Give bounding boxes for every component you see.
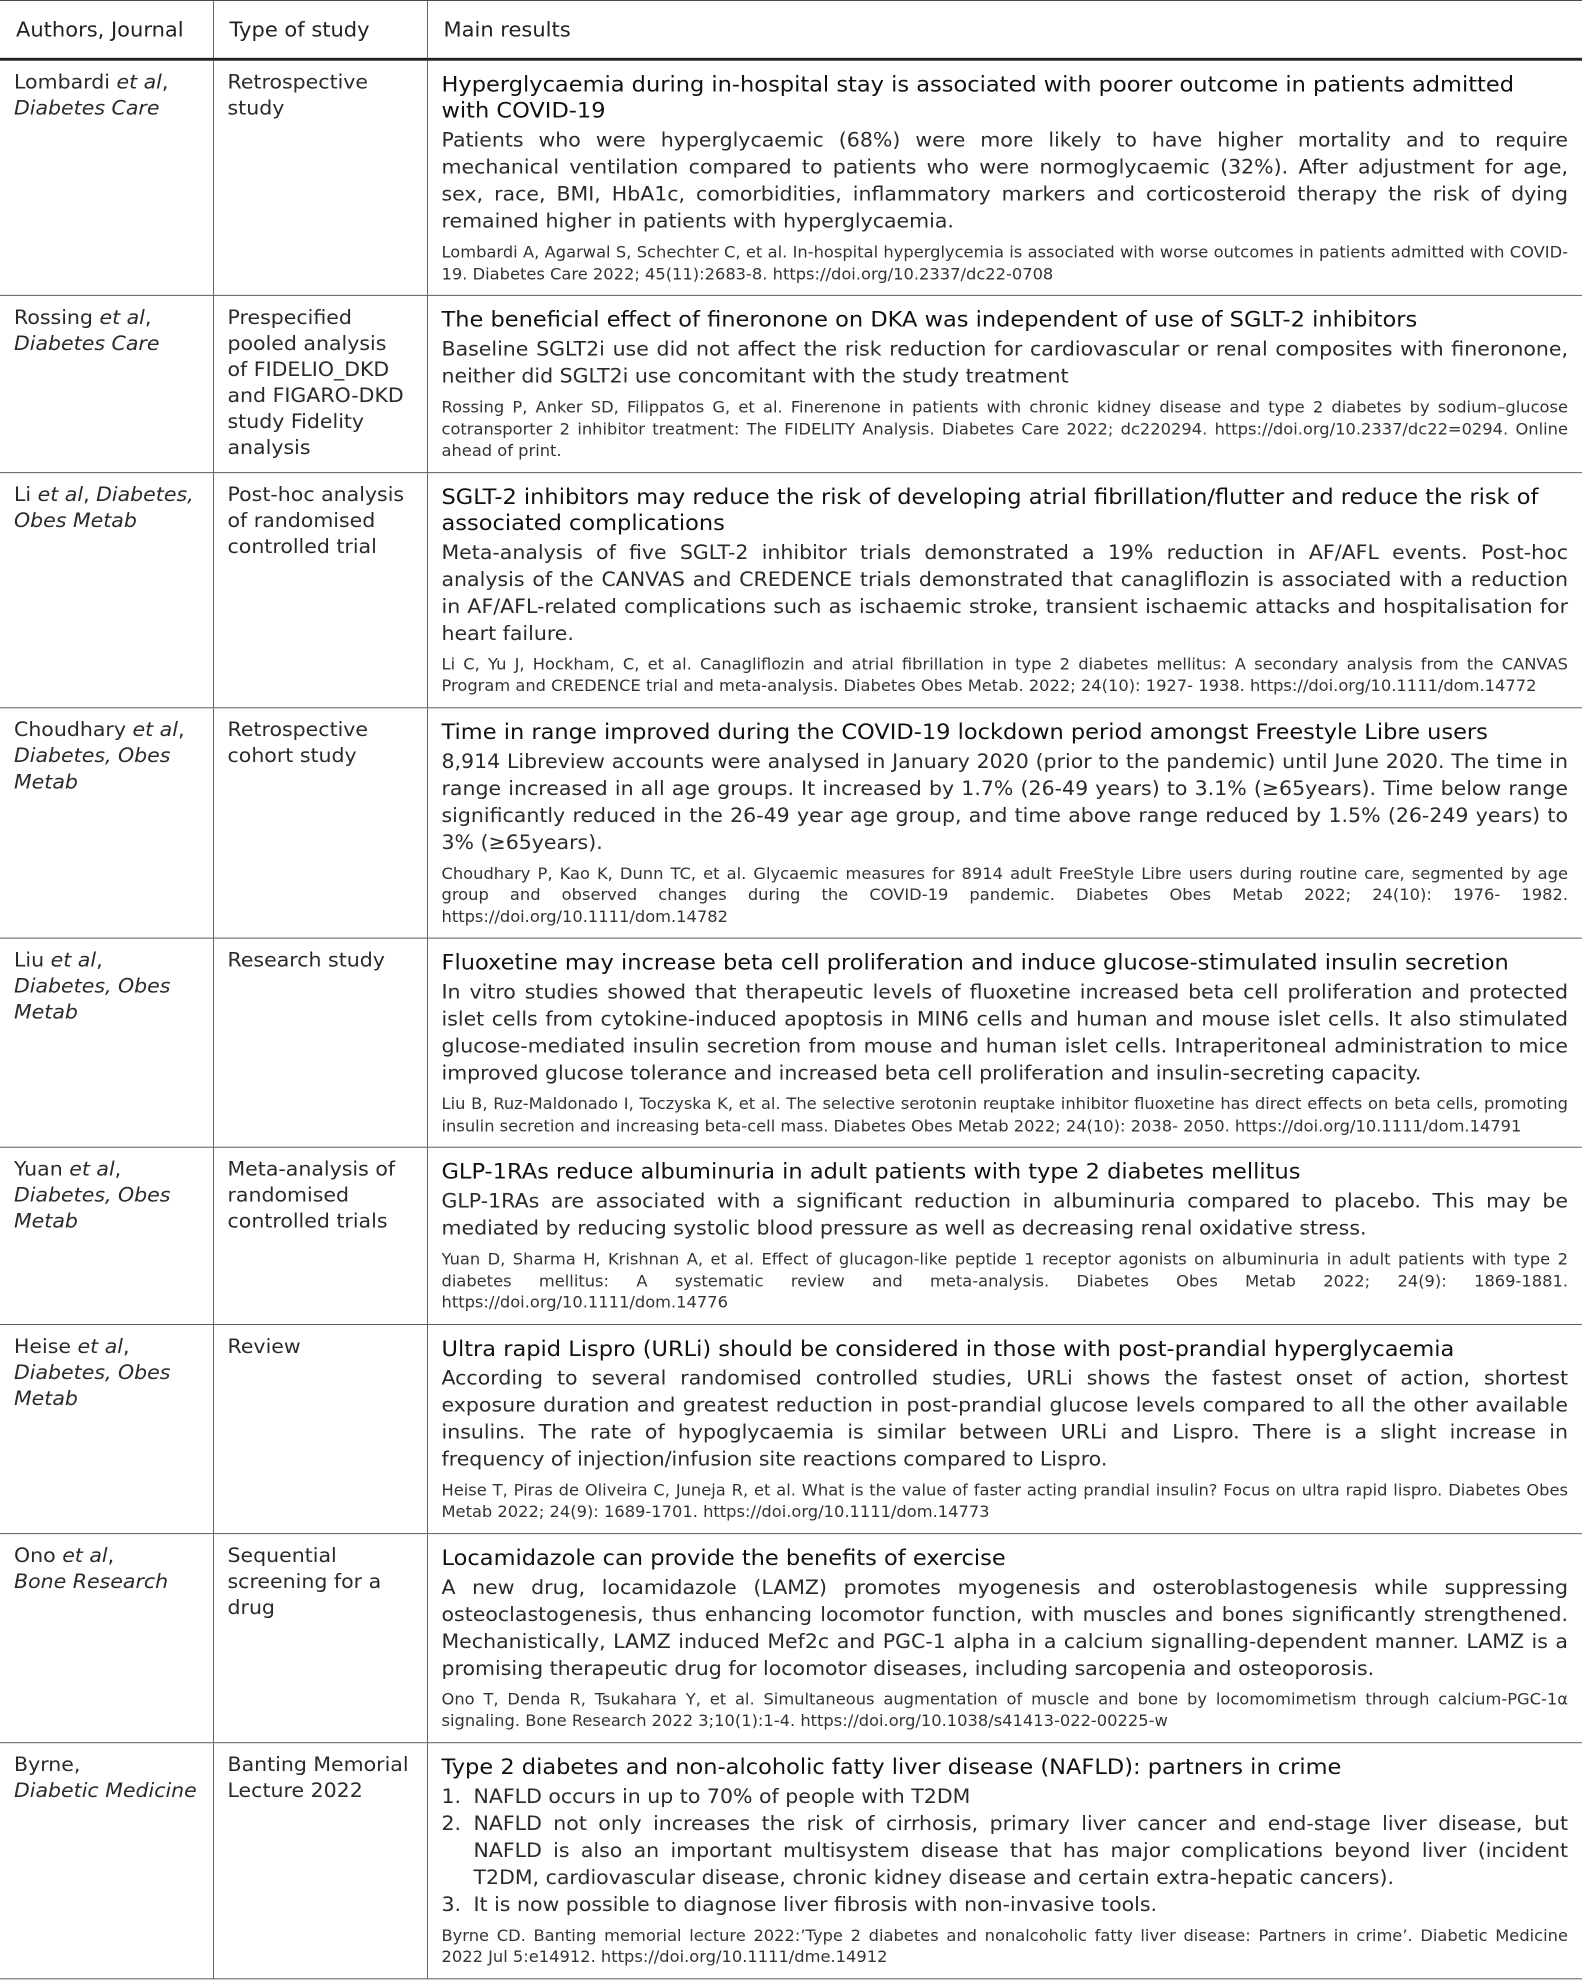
- author-comma: ,: [122, 1334, 130, 1358]
- author-comma: ,: [114, 1157, 122, 1181]
- cell-authors: [0, 707, 213, 938]
- journal-name: Diabetes, Obes Metab: [14, 974, 171, 1024]
- result-reference: Li C, Yu J, Hockham, C, et al. Canagliflozin and atrial fibrillation in type 2 diabetes mellitus: A secondary analysis from the CANVAS Program and CREDENCE trial and meta-analysis. Diabetes Obes Metab. 2022; 24(10): 1927- 1938. https://doi.org/10.1111/dom.14772: [441, 654, 1568, 695]
- header-type: Type of study: [213, 0, 427, 59]
- header-row: [0, 0, 1582, 59]
- result-title: Locamidazole can provide the benefits of exercise: [441, 1545, 1006, 1571]
- journal-name: Bone Research: [14, 1569, 169, 1593]
- journal-name: Diabetes, Obes Metab: [14, 743, 171, 793]
- list-item-text: NAFLD occurs in up to 70% of people with T2DM: [473, 1784, 971, 1808]
- journal-name: Diabetes Care: [14, 331, 160, 355]
- author-name: Lombardi: [14, 70, 117, 94]
- cell-results: [427, 707, 1582, 938]
- author-etal: et al: [116, 70, 162, 94]
- result-body: Patients who were hyperglycaemic (68%) were more likely to have higher mortality and to require mechanical ventilation compared to patients who were normoglycaemic (32%). After adjustment for age, sex, race, BMI, HbA1c, comorbidities, inflammatory markers and corticosteroid therapy the risk of dying remained higher in patients with hyperglycaemia.: [441, 128, 1568, 233]
- study-type: Review: [227, 1334, 301, 1358]
- list-item-text: NAFLD not only increases the risk of cirrhosis, primary liver cancer and end-stage liver disease, but NAFLD is also an important multisystem disease that has major complications beyond liver (incident T2DM, cardiovascular disease, chronic kidney disease and certain extra-hepatic cancers).: [473, 1811, 1568, 1889]
- author-comma: ,: [177, 717, 185, 741]
- result-body: In vitro studies showed that therapeutic levels of fluoxetine increased beta cell proliferation and protected islet cells from cytokine-induced apoptosis in MIN6 cells and human and mouse islet cells. It also stimulated glucose-mediated insulin secretion from mouse and human islet cells. Intraperitoneal administration to mice improved glucose tolerance and increased beta cell proliferation and insulin-secreting capacity.: [441, 980, 1568, 1085]
- result-body: A new drug, locamidazole (LAMZ) promotes myogenesis and osteroblastogenesis while suppressing osteoclastogenesis, thus enhancing locomotor function, with muscles and bones significantly strengthened. Mechanistically, LAMZ induced Mef2c and PGC-1 alpha in a calcium signalling-dependent manner. LAMZ is a promising therapeutic drug for locomotor diseases, including sarcopenia and osteoporosis.: [441, 1575, 1568, 1680]
- table-row: [0, 1742, 1582, 1978]
- journal-name: Diabetic Medicine: [14, 1778, 197, 1802]
- result-title: Time in range improved during the COVID-19 lockdown period amongst Freestyle Libre users: [441, 719, 1488, 745]
- cell-authors: [0, 296, 213, 473]
- cell-results: [427, 1742, 1582, 1978]
- cell-study-type: [213, 296, 427, 473]
- author-etal: et al: [50, 948, 97, 972]
- journal-name: Diabetes, Obes Metab: [14, 482, 194, 532]
- cell-authors: [0, 1324, 213, 1533]
- table-body: [0, 59, 1582, 1978]
- author-name: Rossing: [14, 305, 100, 329]
- result-reference: Byrne CD. Banting memorial lecture 2022:’Type 2 diabetes and nonalcoholic fatty liver disease: Partners in crime’. Diabetic Medicine 2022 Jul 5:e14912. https://doi.org/10.1111/dme.14912: [441, 1926, 1568, 1966]
- table-row: [0, 472, 1582, 707]
- result-title: SGLT-2 inhibitors may reduce the risk of developing atrial fibrillation/flutter and reduce the risk of associated complications: [441, 484, 1539, 536]
- author-comma: ,: [161, 70, 169, 94]
- result-reference: Choudhary P, Kao K, Dunn TC, et al. Glycaemic measures for 8914 adult FreeStyle Libre users during routine care, segmented by age group and observed changes during the COVID-19 pandemic. Diabetes Obes Metab 2022; 24(10): 1976- 1982. https://doi.org/10.1111/dom.14782: [441, 864, 1568, 926]
- result-reference: Rossing P, Anker SD, Filippatos G, et al. Finerenone in patients with chronic kidney disease and type 2 diabetes by sodium–glucose cotransporter 2 inhibitor treatment: The FIDELITY Analysis. Diabetes Care 2022; dc220294. https://doi.org/10.2337/dc22=0294. Online ahead of print.: [441, 398, 1568, 460]
- cell-authors: [0, 59, 213, 295]
- result-title: GLP-1RAs reduce albuminuria in adult patients with type 2 diabetes mellitus: [441, 1159, 1301, 1185]
- cell-study-type: [213, 472, 427, 707]
- author-etal: et al: [99, 305, 145, 329]
- result-reference: Ono T, Denda R, Tsukahara Y, et al. Simultaneous augmentation of muscle and bone by locomomimetism through calcium-PGC-1α signaling. Bone Research 2022 3;10(1):1-4. https://doi.org/10.1038/s41413-022-00225-w: [441, 1689, 1568, 1730]
- result-reference: Liu B, Ruz-Maldonado I, Toczyska K, et al. The selective serotonin reuptake inhibitor fluoxetine has direct effects on beta cells, promoting insulin secretion and increasing beta-cell mass. Diabetes Obes Metab 2022; 24(10): 2038- 2050. https://doi.org/10.1111/dom.14791: [441, 1094, 1568, 1135]
- author-comma: ,: [96, 948, 103, 972]
- cell-authors: [0, 1533, 213, 1742]
- table-row: [0, 59, 1582, 295]
- author-name: Byrne,: [14, 1752, 81, 1776]
- header-results: Main results: [427, 0, 1582, 59]
- author-etal: et al: [77, 1334, 123, 1358]
- list-item: [442, 1782, 1569, 1809]
- cell-results: [427, 1147, 1582, 1324]
- cell-study-type: [213, 707, 427, 938]
- cell-study-type: [213, 59, 427, 295]
- result-body: Meta-analysis of five SGLT-2 inhibitor trials demonstrated a 19% reduction in AF/AFL events. Post-hoc analysis of the CANVAS and CREDENCE trials demonstrated that canagliflozin is associated with a reduction in AF/AFL-related complications such as ischaemic stroke, transient ischaemic attacks and hospitalisation for heart failure.: [441, 540, 1568, 645]
- cell-results: [427, 472, 1582, 707]
- cell-authors: [0, 472, 213, 707]
- result-points: [442, 1782, 1569, 1917]
- cell-results: [427, 1533, 1582, 1742]
- table-row: [0, 296, 1582, 473]
- cell-authors: [0, 938, 213, 1147]
- cell-study-type: [213, 1742, 427, 1978]
- header-authors: Authors, Journal: [0, 0, 213, 59]
- study-type: Meta-analysis of randomised controlled trials: [227, 1157, 396, 1233]
- cell-results: [427, 938, 1582, 1147]
- list-item-number: 3.: [441, 1892, 462, 1916]
- author-etal: et al: [132, 717, 178, 741]
- author-name: Yuan: [14, 1157, 70, 1181]
- author-name: Li: [14, 482, 38, 506]
- list-item-text: It is now possible to diagnose liver fibrosis with non-invasive tools.: [473, 1892, 1158, 1916]
- study-type: Sequential screening for a drug: [227, 1543, 382, 1619]
- result-reference: Heise T, Piras de Oliveira C, Juneja R, et al. What is the value of faster acting prandial insulin? Focus on ultra rapid lispro. Diabetes Obes Metab 2022; 24(9): 1689-1701. https://doi.org/10.1111/dom.14773: [441, 1480, 1568, 1521]
- author-name: Choudhary: [14, 717, 133, 741]
- result-title: Fluoxetine may increase beta cell proliferation and induce glucose-stimulated insulin secretion: [441, 950, 1509, 976]
- journal-name: Diabetes, Obes Metab: [14, 1183, 171, 1233]
- list-item: [442, 1890, 1569, 1917]
- list-item: [442, 1809, 1569, 1890]
- cell-results: [427, 1324, 1582, 1533]
- study-type: Retrospective cohort study: [227, 717, 369, 767]
- result-reference: Yuan D, Sharma H, Krishnan A, et al. Effect of glucagon-like peptide 1 receptor agonists on albuminuria in adult patients with type 2 diabetes mellitus: A systematic review and meta-analysis. Diabetes Obes Metab 2022; 24(9): 1869-1881. https://doi.org/10.1111/dom.14776: [441, 1250, 1568, 1312]
- cell-study-type: [213, 1147, 427, 1324]
- cell-authors: [0, 1147, 213, 1324]
- result-title: The beneficial effect of fineronone on DKA was independent of use of SGLT-2 inhibitors: [441, 307, 1418, 333]
- author-comma: ,: [83, 482, 97, 506]
- author-etal: et al: [37, 482, 84, 506]
- study-type: Retrospective study: [227, 70, 369, 120]
- result-title: Type 2 diabetes and non-alcoholic fatty liver disease (NAFLD): partners in crime: [441, 1754, 1342, 1780]
- table-row: [0, 938, 1582, 1147]
- table-row: [0, 1324, 1582, 1533]
- cell-results: [427, 296, 1582, 473]
- list-item-number: 2.: [441, 1811, 462, 1835]
- cell-study-type: [213, 938, 427, 1147]
- cell-authors: [0, 1742, 213, 1978]
- result-title: Ultra rapid Lispro (URLi) should be considered in those with post-prandial hyperglycaemia: [441, 1336, 1455, 1362]
- table-row: [0, 707, 1582, 938]
- author-name: Liu: [14, 948, 51, 972]
- author-comma: ,: [107, 1543, 115, 1567]
- result-body: Baseline SGLT2i use did not affect the risk reduction for cardiovascular or renal composites with fineronone, neither did SGLT2i use concomitant with the study treatment: [441, 337, 1568, 388]
- study-type: Banting Memorial Lecture 2022: [227, 1752, 409, 1802]
- result-body: According to several randomised controlled studies, URLi shows the fastest onset of action, shortest exposure duration and greatest reduction in post-prandial glucose levels compared to all the other available insulins. The rate of hypoglycaemia is similar between URLi and Lispro. There is a slight increase in frequency of injection/infusion site reactions compared to Lispro.: [441, 1366, 1568, 1471]
- study-type: Prespecified pooled analysis of FIDELIO_DKD and FIGARO-DKD study Fidelity analysis: [227, 305, 404, 459]
- result-body: GLP-1RAs are associated with a significant reduction in albuminuria compared to placebo. This may be mediated by reducing systolic blood pressure as well as decreasing renal oxidative stress.: [441, 1189, 1568, 1240]
- result-reference: Lombardi A, Agarwal S, Schechter C, et al. In-hospital hyperglycemia is associated with worse outcomes in patients admitted with COVID-19. Diabetes Care 2022; 45(11):2683-8. https://doi.org/10.2337/dc22-0708: [441, 243, 1568, 284]
- journal-name: Diabetes Care: [14, 96, 160, 120]
- author-comma: ,: [144, 305, 152, 329]
- cell-results: [427, 59, 1582, 295]
- author-etal: et al: [69, 1157, 115, 1181]
- table-row: [0, 1533, 1582, 1742]
- list-item-number: 1.: [441, 1784, 462, 1808]
- study-type: Research study: [227, 948, 385, 972]
- cell-study-type: [213, 1533, 427, 1742]
- result-body: 8,914 Libreview accounts were analysed in January 2020 (prior to the pandemic) until June 2020. The time in range increased in all age groups. It increased by 1.7% (26-49 years) to 3.1% (≥65years). Time below range significantly reduced in the 26-49 year age group, and time above range reduced by 1.5% (26-249 years) to 3% (≥65years).: [441, 749, 1568, 854]
- cell-study-type: [213, 1324, 427, 1533]
- study-type: Post-hoc analysis of randomised controlled trial: [227, 482, 405, 558]
- author-etal: et al: [62, 1543, 108, 1567]
- journal-name: Diabetes, Obes Metab: [14, 1360, 171, 1410]
- author-name: Heise: [14, 1334, 78, 1358]
- author-name: Ono: [14, 1543, 63, 1567]
- result-title: Hyperglycaemia during in-hospital stay is associated with poorer outcome in patients admitted with COVID-19: [441, 72, 1514, 124]
- table-row: [0, 1147, 1582, 1324]
